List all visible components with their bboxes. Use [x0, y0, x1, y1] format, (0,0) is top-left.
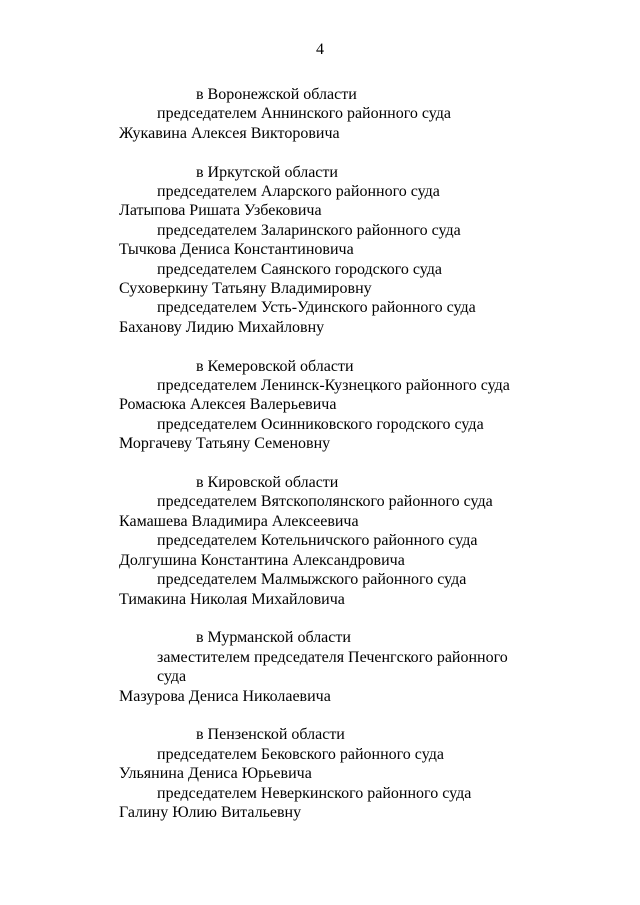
region-heading: в Воронежской области — [196, 86, 357, 103]
appointee-name: Тимакина Николая Михайловича — [119, 590, 345, 608]
appointee-name: Баханову Лидию Михайловну — [119, 318, 325, 336]
region-murmansk — [0, 628, 640, 706]
position-line: председателем Осинниковского городского суда — [157, 415, 484, 433]
region-heading: в Кировской области — [196, 474, 339, 492]
region-irkutsk — [0, 163, 640, 338]
position-line: председателем Аннинского районного суда — [157, 105, 452, 123]
position-line: председателем Неверкинского районного суда — [157, 784, 472, 802]
appointee-name: Моргачеву Татьяну Семеновну — [119, 435, 331, 453]
appointee-name: Жукавина Алексея Викторовича — [119, 124, 340, 142]
position-line: председателем Усть-Удинского районного суда — [157, 299, 476, 317]
appointee-name: Ульянина Дениса Юрьевича — [119, 765, 312, 783]
region-heading: в Кемеровской области — [196, 357, 354, 375]
position-line: председателем Котельничского районного суда — [157, 532, 478, 550]
position-line-continuation: суда — [157, 668, 187, 686]
position-line: председателем Аларского районного суда — [157, 183, 440, 201]
appointee-name: Камашева Владимира Алексеевича — [119, 512, 359, 530]
position-line: председателем Заларинского районного суда — [157, 221, 461, 239]
region-heading: в Иркутской области — [196, 163, 338, 181]
document-body — [0, 85, 640, 842]
appointee-name: Суховеркину Татьяну Владимировну — [119, 280, 372, 298]
appointee-name: Ромасюка Алексея Валерьевича — [119, 396, 337, 414]
appointee-name: Галину Юлию Витальевну — [119, 803, 302, 821]
region-penza — [0, 725, 640, 822]
region-heading: в Пензенской области — [196, 726, 345, 744]
position-line: председателем Вятскополянского районного суда — [157, 493, 493, 511]
region-heading: в Мурманской области — [196, 629, 351, 647]
region-kirov — [0, 473, 640, 609]
position-line: председателем Ленинск-Кузнецкого районного суда — [157, 377, 510, 395]
page-number: 4 — [316, 41, 324, 58]
position-line: председателем Малмыжского районного суда — [157, 571, 467, 589]
appointee-name: Долгушина Константина Александровича — [119, 551, 405, 569]
appointee-name: Мазурова Дениса Николаевича — [119, 687, 331, 705]
position-line: заместителем председателя Печенгского районного — [157, 648, 508, 666]
region-voronezh — [0, 85, 640, 143]
appointee-name: Латыпова Ришата Узбековича — [119, 202, 322, 220]
region-kemerovo — [0, 357, 640, 454]
position-line: председателем Саянского городского суда — [157, 260, 443, 278]
position-line: председателем Бековского районного суда — [157, 745, 444, 763]
appointee-name: Тычкова Дениса Константиновича — [119, 241, 354, 259]
